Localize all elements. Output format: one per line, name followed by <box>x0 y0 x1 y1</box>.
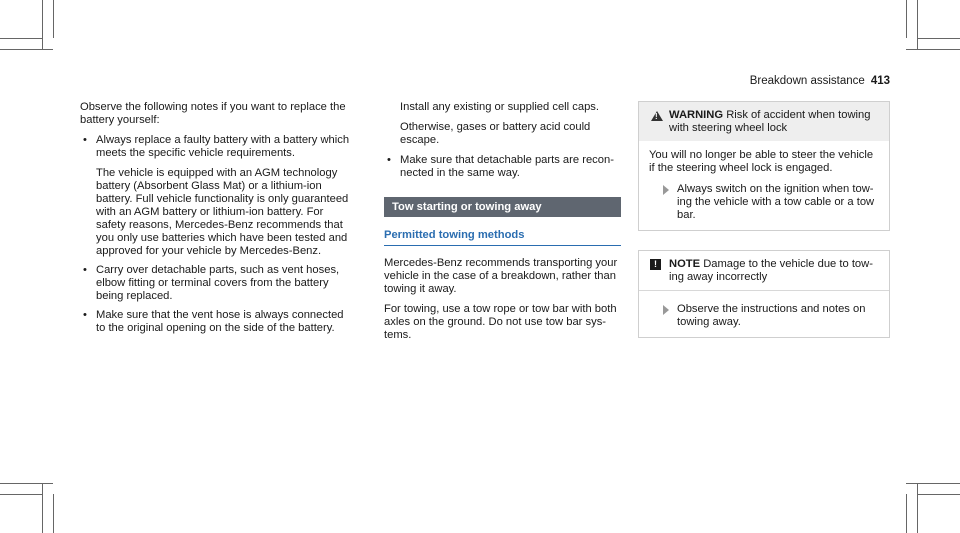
note-label: NOTE <box>669 258 701 270</box>
column-left <box>80 101 354 341</box>
bullet-text: • Always replace a faulty battery with a battery which meets the specific vehicle requirements. <box>96 134 350 159</box>
crop-mark <box>0 483 53 484</box>
list-item: • Make sure that detachable parts are reconnected in the same way. <box>384 154 621 180</box>
battery-notes-list-cont <box>384 154 621 180</box>
paragraph: For towing, use a tow rope or tow bar with both axles on the ground. Do not use tow bar systems. <box>384 303 617 341</box>
arrow-right-icon <box>663 305 669 315</box>
section-name: Breakdown assistance <box>749 75 865 87</box>
list-item <box>80 134 354 258</box>
note-body <box>639 291 889 337</box>
page-number: 413 <box>870 75 890 87</box>
crop-mark <box>917 0 918 49</box>
warning-triangle-icon <box>651 111 663 121</box>
crop-mark <box>53 494 54 533</box>
note-box <box>638 250 890 338</box>
section-title: Tow starting or towing away <box>384 197 621 217</box>
column-middle <box>384 101 621 349</box>
list-item: • Make sure that the vent hose is always connected to the original opening on the side of the battery. <box>80 309 354 335</box>
crop-mark <box>917 484 918 533</box>
crop-mark <box>917 494 960 495</box>
warning-header <box>639 102 889 141</box>
subheading: Permitted towing methods <box>384 229 621 246</box>
note-action <box>649 303 879 329</box>
arrow-right-icon <box>663 185 669 195</box>
warning-action <box>649 183 879 222</box>
note-header <box>639 251 889 290</box>
warning-body <box>639 141 889 230</box>
crop-mark <box>906 483 960 484</box>
list-item: • Carry over detachable parts, such as vent hoses, elbow fitting or terminal covers from the battery being replaced. <box>80 264 354 303</box>
running-header <box>750 75 890 88</box>
column-right <box>638 101 890 338</box>
continued-text: Otherwise, gases or battery acid could escape. <box>400 121 591 146</box>
crop-mark <box>42 0 43 49</box>
intro-paragraph: Observe the following notes if you want to replace the battery yourself: <box>80 101 346 126</box>
bullet-detail: The vehicle is equipped with an AGM technology battery (Absorbent Glass Mat) or a lithium-ion battery. Full vehicle functionality is only guaranteed with an AGM battery or lithium-ion battery. For safety reasons, Mercedes-Benz recommends that you only use batteries which have been tested and approved for your vehicle by Mercedes-Benz. <box>96 167 349 257</box>
warning-box <box>638 101 890 231</box>
exclamation-icon: ! <box>650 259 661 270</box>
crop-mark <box>42 484 43 533</box>
crop-mark <box>53 0 54 38</box>
warning-action-text: Always switch on the ignition when towing the vehicle with a tow cable or a tow bar. <box>677 183 875 221</box>
crop-mark <box>0 38 42 39</box>
crop-mark <box>906 49 960 50</box>
crop-mark <box>0 49 53 50</box>
warning-text: You will no longer be able to steer the vehicle if the steering wheel lock is engaged. <box>649 149 874 174</box>
crop-mark <box>917 38 960 39</box>
battery-notes-list <box>80 134 354 335</box>
note-title: Damage to the vehicle due to towing away incorrectly <box>669 258 873 283</box>
crop-mark <box>906 0 907 38</box>
warning-title: Risk of accident when towing with steering wheel lock <box>669 109 871 134</box>
continued-text: Install any existing or supplied cell caps. <box>400 101 599 113</box>
note-action-text: Observe the instructions and notes on towing away. <box>677 303 866 328</box>
crop-mark <box>0 494 42 495</box>
paragraph: Mercedes-Benz recommends transporting your vehicle in the case of a breakdown, rather than towing it away. <box>384 257 618 295</box>
warning-label: WARNING <box>669 109 724 121</box>
crop-mark <box>906 494 907 533</box>
